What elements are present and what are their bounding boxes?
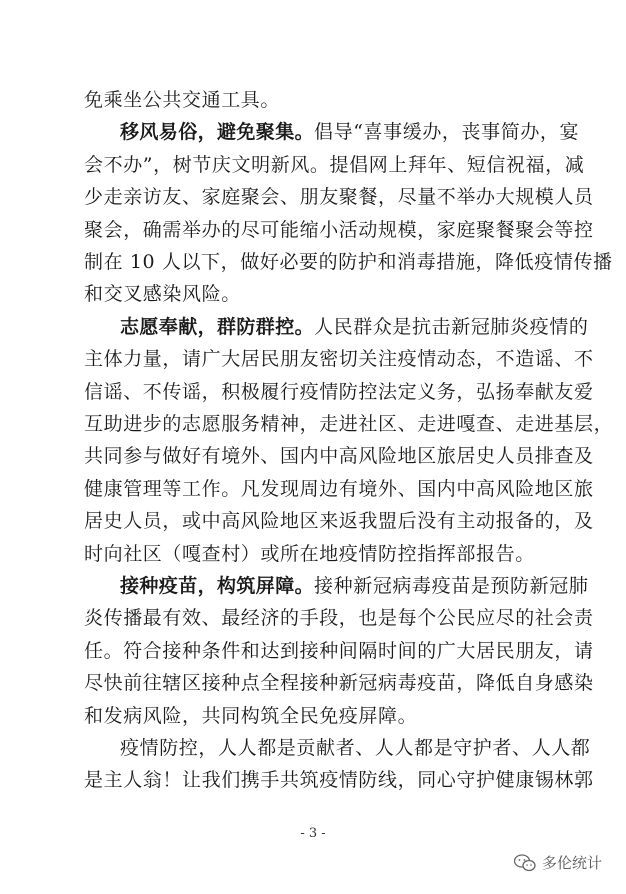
- text-line: [84, 185, 594, 209]
- text-line: [84, 380, 594, 404]
- text-line: [84, 88, 280, 112]
- line-text: 健康管理等工作。凡发现周边有境外、国内中高风险地区旅: [84, 477, 594, 500]
- line-text: 信谣、不传谣，积极履行疫情防控法定义务，弘扬奉献友爱: [84, 380, 594, 403]
- line-text: 制在 10 人以下，做好必要的防护和消毒措施，降低疫情传播: [84, 251, 613, 273]
- text-line: [84, 250, 613, 274]
- text-line: [84, 542, 535, 566]
- line-text: 会不办”，树节庆文明新风。提倡网上拜年、短信祝福，减: [84, 153, 585, 176]
- text-line: [120, 574, 588, 598]
- text-line: [84, 704, 417, 728]
- text-line: [84, 347, 594, 371]
- line-text: 时向社区（嘎查村）或所在地疫情防控指挥部报告。: [84, 542, 535, 565]
- text-line: [120, 736, 590, 760]
- text-line: [84, 768, 594, 792]
- line-text: 接种新冠病毒疫苗是预防新冠肺: [314, 575, 589, 597]
- text-line: [84, 606, 594, 630]
- line-text: 居史人员，或中高风险地区来返我盟后没有主动报备的，及: [84, 510, 594, 533]
- watermark: [514, 852, 602, 873]
- line-text: 尽快前往辖区接种点全程接种新冠病毒疫苗，降低自身感染: [84, 672, 594, 695]
- text-line: [84, 639, 594, 663]
- line-text: 共同参与做好有境外、国内中高风险地区旅居史人员排查及: [84, 445, 594, 468]
- section-heading: 志愿奉献，群防群控。: [120, 315, 315, 338]
- line-text: 少走亲访友、家庭聚会、朋友聚餐，尽量不举办大规模人员: [84, 186, 594, 209]
- text-line: [84, 509, 594, 533]
- text-line: [120, 315, 588, 339]
- text-line: [84, 412, 613, 436]
- line-text: 和交叉感染风险。: [84, 283, 241, 306]
- line-text: 疫情防控，人人都是贡献者、人人都是守护者、人人都: [120, 737, 591, 759]
- page-number: - 3 -: [300, 826, 326, 841]
- text-line: [84, 218, 594, 242]
- watermark-text: 多伦统计: [541, 854, 602, 872]
- text-line: [84, 671, 594, 695]
- text-line: [84, 282, 241, 306]
- line-text: 炎传播最有效、最经济的手段，也是每个公民应尽的社会责: [84, 607, 594, 630]
- line-text: 是主人翁！让我们携手共筑疫情防线，同心守护健康锡林郭: [84, 769, 594, 792]
- text-line: [84, 477, 594, 501]
- line-text: 和发病风险，共同构筑全民免疫屏障。: [84, 704, 418, 727]
- text-line: [84, 444, 594, 468]
- line-text: 任。符合接种条件和达到接种间隔时间的广大居民朋友，请: [84, 639, 594, 662]
- line-text: 聚会，确需举办的尽可能缩小活动规模，家庭聚餐聚会等控: [84, 218, 594, 241]
- line-text: 互助进步的志愿服务精神，走进社区、走进嘎查、走进基层，: [84, 413, 614, 435]
- line-text: 免乘坐公共交通工具。: [84, 89, 281, 111]
- section-heading: 移风易俗，避免聚集。: [120, 121, 315, 144]
- section-heading: 接种疫苗，构筑屏障。: [120, 575, 315, 597]
- wechat-icon: [514, 854, 536, 872]
- line-text: 主体力量，请广大居民朋友密切关注疫情动态，不造谣、不: [84, 348, 594, 371]
- line-text: 人民群众是抗击新冠肺炎疫情的: [314, 315, 589, 338]
- text-line: [120, 120, 579, 144]
- line-text: 倡导“喜事缓办，丧事简办，宴: [314, 121, 580, 144]
- text-line: [84, 153, 584, 177]
